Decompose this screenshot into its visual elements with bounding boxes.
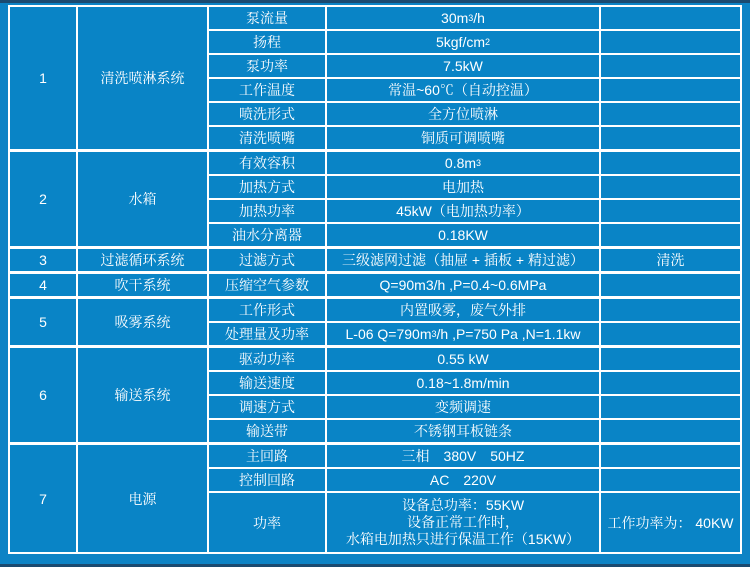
system-name-cell: 吸雾系统 [78, 299, 207, 345]
value-cell: 电加热 [327, 176, 599, 198]
section-number-cell: 6 [10, 348, 76, 442]
note-cell [601, 396, 740, 418]
table-section [10, 348, 740, 442]
section-number-cell: 5 [10, 299, 76, 345]
value-cell: 0.8m 3 [327, 152, 599, 174]
param-cell: 压缩空气参数 [209, 274, 325, 296]
table-section [10, 274, 740, 296]
note-cell [601, 176, 740, 198]
value-cell: 三级滤网过滤（抽屉 + 插板 + 精过滤） [327, 249, 599, 271]
param-cell: 加热功率 [209, 200, 325, 222]
note-cell [601, 31, 740, 53]
system-name-cell: 电源 [78, 445, 207, 552]
note-cell [601, 224, 740, 246]
param-cell: 泵流量 [209, 7, 325, 29]
note-cell: 清洗 [601, 249, 740, 271]
note-cell [601, 445, 740, 467]
value-cell [327, 493, 599, 552]
system-name-cell: 过滤循环系统 [78, 249, 207, 271]
system-name-cell: 输送系统 [78, 348, 207, 442]
system-name-cell: 清洗喷淋系统 [78, 7, 207, 149]
note-cell [601, 152, 740, 174]
value-cell: 0.18KW [327, 224, 599, 246]
value-cell: 30m 3 /h [327, 7, 599, 29]
param-cell: 喷洗形式 [209, 103, 325, 125]
table-section [10, 7, 740, 149]
param-cell: 油水分离器 [209, 224, 325, 246]
note-cell [601, 127, 740, 149]
param-cell: 控制回路 [209, 469, 325, 491]
section-number-cell: 3 [10, 249, 76, 271]
value-cell: L-06 Q=790m 3 /h ,P=750 Pa ,N=1.1kw [327, 323, 599, 345]
spec-table [8, 5, 742, 554]
param-cell: 有效容积 [209, 152, 325, 174]
param-cell: 驱动功率 [209, 348, 325, 370]
section-number-cell: 4 [10, 274, 76, 296]
value-cell: Q=90m3/h ,P=0.4~0.6MPa [327, 274, 599, 296]
param-cell: 扬程 [209, 31, 325, 53]
value-cell: 变频调速 [327, 396, 599, 418]
table-section [10, 445, 740, 552]
value-line: 设备总功率：55KW [401, 497, 525, 513]
param-cell: 过滤方式 [209, 249, 325, 271]
table-section [10, 299, 740, 345]
section-number-cell: 7 [10, 445, 76, 552]
table-section [10, 249, 740, 271]
section-number-cell: 1 [10, 7, 76, 149]
note-cell [601, 79, 740, 101]
note-cell [601, 55, 740, 77]
value-cell: 不锈钢耳板链条 [327, 420, 599, 442]
param-cell: 输送速度 [209, 372, 325, 394]
value-cell: 内置吸雾，废气外排 [327, 299, 599, 321]
value-cell: 全方位喷淋 [327, 103, 599, 125]
value-line: 设备正常工作时， [407, 514, 519, 530]
param-cell: 工作形式 [209, 299, 325, 321]
value-cell: AC 220V [327, 469, 599, 491]
note-cell [601, 299, 740, 321]
frame-top-line [0, 0, 750, 3]
note-cell [601, 372, 740, 394]
value-cell: 0.18~1.8m/min [327, 372, 599, 394]
param-cell: 主回路 [209, 445, 325, 467]
note-cell [601, 469, 740, 491]
param-cell: 功率 [209, 493, 325, 552]
note-cell [601, 323, 740, 345]
table-section [10, 152, 740, 246]
note-cell [601, 420, 740, 442]
value-cell: 5kgf/cm 2 [327, 31, 599, 53]
system-name-cell: 水箱 [78, 152, 207, 246]
value-cell: 7.5kW [327, 55, 599, 77]
system-name-cell: 吹干系统 [78, 274, 207, 296]
param-cell: 工作温度 [209, 79, 325, 101]
note-cell [601, 274, 740, 296]
note-cell: 工作功率为： 40KW [601, 493, 740, 552]
value-cell: 45kW（电加热功率） [327, 200, 599, 222]
value-cell: 三相 380V 50HZ [327, 445, 599, 467]
param-cell: 处理量及功率 [209, 323, 325, 345]
value-cell: 常温~60℃（自动控温） [327, 79, 599, 101]
value-line: 水箱电加热只进行保温工作（15KW） [345, 531, 581, 547]
param-cell: 清洗喷嘴 [209, 127, 325, 149]
note-cell [601, 348, 740, 370]
section-number-cell: 2 [10, 152, 76, 246]
value-cell: 0.55 kW [327, 348, 599, 370]
param-cell: 输送带 [209, 420, 325, 442]
param-cell: 泵功率 [209, 55, 325, 77]
note-cell [601, 7, 740, 29]
note-cell [601, 200, 740, 222]
param-cell: 加热方式 [209, 176, 325, 198]
note-cell [601, 103, 740, 125]
param-cell: 调速方式 [209, 396, 325, 418]
value-cell: 铜质可调喷嘴 [327, 127, 599, 149]
